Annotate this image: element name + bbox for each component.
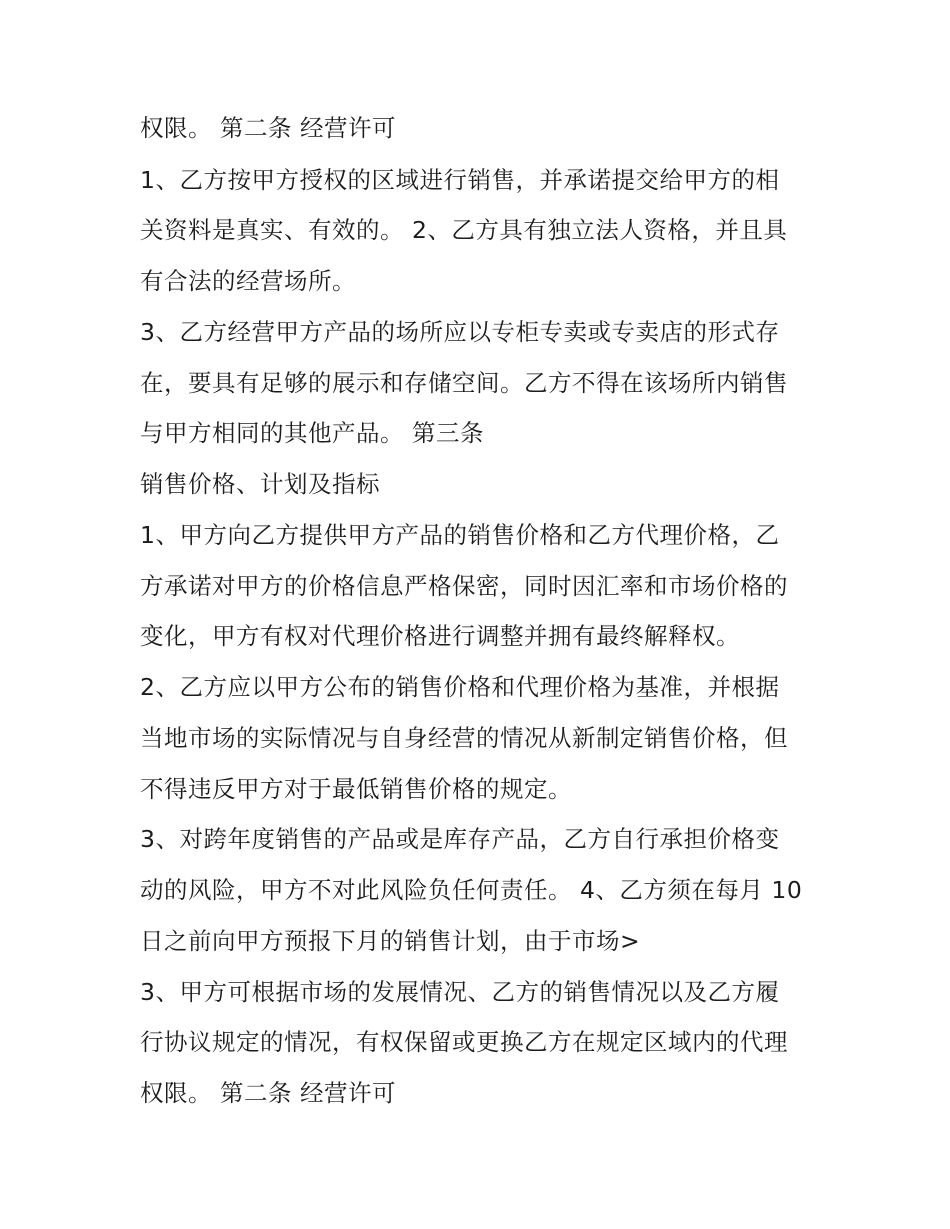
text-line: 1、甲方向乙方提供甲方产品的销售价格和乙方代理价格，乙 [140,521,780,549]
text-line: 关资料是真实、有效的。 2、乙方具有独立法人资格，并且具 [140,216,788,244]
text-line: 在，要具有足够的展示和存储空间。乙方不得在该场所内销售 [140,369,788,397]
text-line: 销售价格、计划及指标 [140,470,380,498]
text-line: 权限。 第二条 经营许可 [140,114,396,142]
text-line: 3、甲方可根据市场的发展情况、乙方的销售情况以及乙方履 [140,978,780,1006]
text-line: 与甲方相同的其他产品。 第三条 [140,419,484,447]
text-line: 日之前向甲方预报下月的销售计划，由于市场> [140,927,641,955]
text-line: 动的风险，甲方不对此风险负任何责任。 4、乙方须在每月 10 [140,876,803,904]
text-line: 行协议规定的情况，有权保留或更换乙方在规定区域内的代理 [140,1028,788,1056]
text-line: 有合法的经营场所。 [140,267,356,295]
text-line: 当地市场的实际情况与自身经营的情况从新制定销售价格，但 [140,724,788,752]
text-line: 1、乙方按甲方授权的区域进行销售，并承诺提交给甲方的相 [140,166,780,194]
text-line: 权限。 第二条 经营许可 [140,1079,396,1107]
text-line: 变化，甲方有权对代理价格进行调整并拥有最终解释权。 [140,622,740,650]
text-line: 2、乙方应以甲方公布的销售价格和代理价格为基准，并根据 [140,673,780,701]
text-line: 3、乙方经营甲方产品的场所应以专柜专卖或专卖店的形式存 [140,318,780,346]
text-line: 不得违反甲方对于最低销售价格的规定。 [140,775,572,803]
text-line: 3、对跨年度销售的产品或是库存产品，乙方自行承担价格变 [140,825,780,853]
text-line: 方承诺对甲方的价格信息严格保密，同时因汇率和市场价格的 [140,572,788,600]
